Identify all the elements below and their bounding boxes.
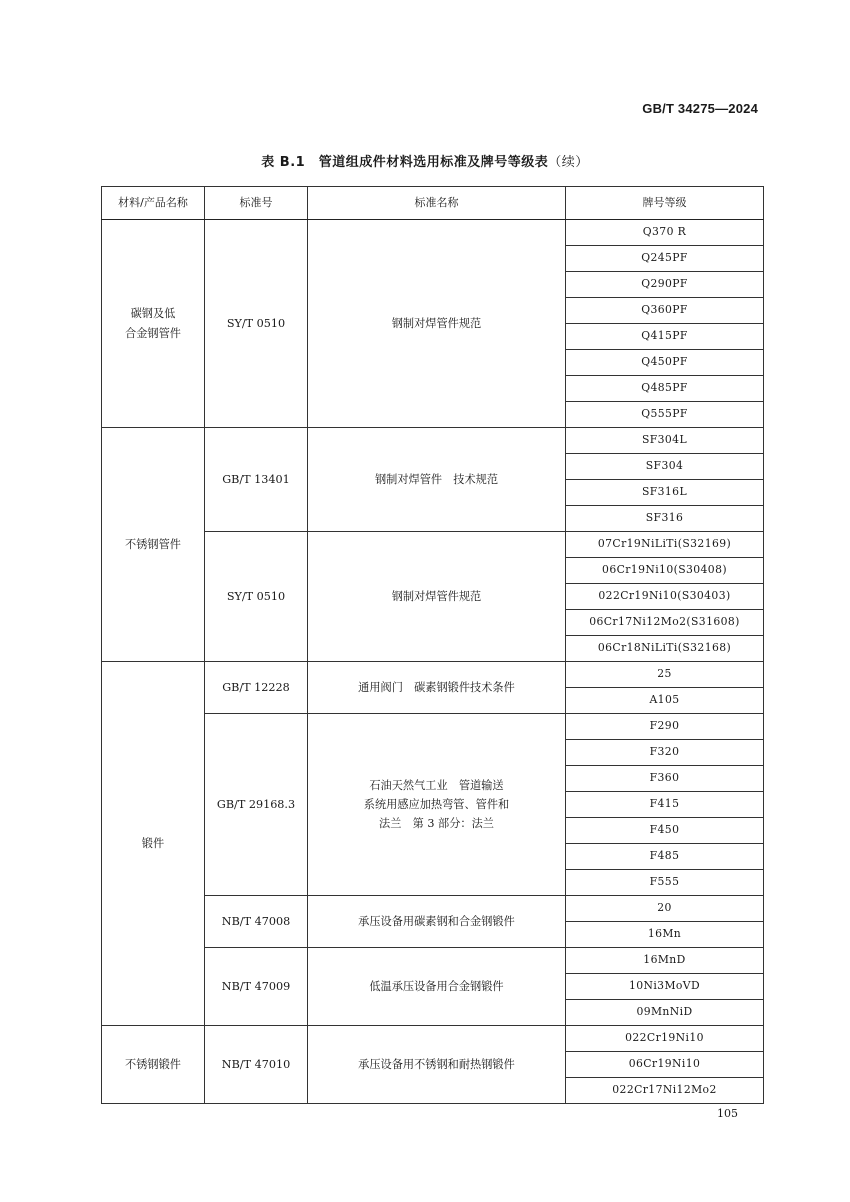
table-title — [0, 151, 850, 170]
grade-cell: 20 — [566, 896, 764, 922]
table-row — [102, 220, 764, 246]
grade-cell: 10Ni3MoVD — [566, 974, 764, 1000]
table-header-row — [102, 187, 764, 220]
standard-name-cell — [308, 948, 566, 1026]
grade-cell: 06Cr17Ni12Mo2(S31608) — [566, 610, 764, 636]
grade-cell: Q360PF — [566, 298, 764, 324]
grade-cell: Q555PF — [566, 402, 764, 428]
grade-cell: 16Mn — [566, 922, 764, 948]
grade-cell: F555 — [566, 870, 764, 896]
standard-name-line: 系统用感应加热弯管、管件和 — [363, 797, 510, 811]
grade-cell: Q485PF — [566, 376, 764, 402]
table-row — [102, 1026, 764, 1052]
standard-code-cell: GB/T 13401 — [205, 428, 308, 532]
grade-cell: Q290PF — [566, 272, 764, 298]
standard-name-cell — [308, 714, 566, 896]
table-row — [102, 662, 764, 688]
grade-cell: F450 — [566, 818, 764, 844]
header-standard-name: 标准名称 — [308, 187, 566, 220]
grade-cell: F360 — [566, 766, 764, 792]
grade-cell: 09MnNiD — [566, 1000, 764, 1026]
grade-cell: 022Cr17Ni12Mo2 — [566, 1078, 764, 1104]
standard-name-line: 低温承压设备用合金钢锻件 — [369, 979, 504, 993]
table-body — [102, 220, 764, 1104]
standard-code-cell: SY/T 0510 — [205, 220, 308, 428]
standard-code-cell: SY/T 0510 — [205, 532, 308, 662]
grade-cell: 06Cr18NiLiTi(S32168) — [566, 636, 764, 662]
standard-name-cell — [308, 532, 566, 662]
standard-name-line: 承压设备用碳素钢和合金钢锻件 — [358, 914, 515, 928]
grade-cell: 06Cr19Ni10 — [566, 1052, 764, 1078]
page-number: 105 — [717, 1107, 738, 1120]
standard-name-line: 钢制对焊管件规范 — [391, 589, 482, 603]
standard-name-cell — [308, 220, 566, 428]
standard-code-cell: NB/T 47009 — [205, 948, 308, 1026]
grade-cell: 07Cr19NiLiTi(S32169) — [566, 532, 764, 558]
grade-cell: F485 — [566, 844, 764, 870]
grade-cell: 022Cr19Ni10 — [566, 1026, 764, 1052]
material-name-line: 合金钢管件 — [125, 326, 181, 340]
standard-name-cell — [308, 1026, 566, 1104]
grade-cell: F290 — [566, 714, 764, 740]
standard-name-cell — [308, 896, 566, 948]
grade-cell: F320 — [566, 740, 764, 766]
standard-name-line: 钢制对焊管件 技术规范 — [374, 472, 499, 486]
standard-name-line: 钢制对焊管件规范 — [391, 316, 482, 330]
standard-name-line: 法兰 第 3 部分：法兰 — [379, 817, 494, 831]
standard-code: GB/T 34275—2024 — [642, 101, 758, 116]
grade-cell: 06Cr19Ni10(S30408) — [566, 558, 764, 584]
standard-name-cell — [308, 428, 566, 532]
header-material-name: 材料/产品名称 — [102, 187, 205, 220]
grade-cell: Q245PF — [566, 246, 764, 272]
table-title-text: 表 B.1 管道组成件材料选用标准及牌号等级表 — [261, 155, 549, 170]
grade-cell: Q450PF — [566, 350, 764, 376]
standard-name-cell — [308, 662, 566, 714]
header-standard-code: 标准号 — [205, 187, 308, 220]
grade-cell: Q370 R — [566, 220, 764, 246]
material-name-line: 锻件 — [141, 836, 165, 850]
standard-code-cell: NB/T 47010 — [205, 1026, 308, 1104]
grade-cell: 022Cr19Ni10(S30403) — [566, 584, 764, 610]
standard-code-cell: NB/T 47008 — [205, 896, 308, 948]
table-title-suffix: （续） — [548, 155, 589, 170]
material-name-cell — [102, 220, 205, 428]
grade-cell: Q415PF — [566, 324, 764, 350]
table-row — [102, 428, 764, 454]
material-name-line: 碳钢及低 — [130, 307, 176, 321]
grade-cell: SF304 — [566, 454, 764, 480]
grade-cell: F415 — [566, 792, 764, 818]
grade-cell: 16MnD — [566, 948, 764, 974]
standard-code-cell: GB/T 29168.3 — [205, 714, 308, 896]
material-name-line: 不锈钢锻件 — [125, 1057, 181, 1071]
grade-cell: SF316 — [566, 506, 764, 532]
material-name-line: 不锈钢管件 — [125, 537, 181, 551]
grade-cell: SF304L — [566, 428, 764, 454]
materials-table — [101, 186, 764, 1104]
standard-code-cell: GB/T 12228 — [205, 662, 308, 714]
material-name-cell — [102, 1026, 205, 1104]
grade-cell: SF316L — [566, 480, 764, 506]
grade-cell: 25 — [566, 662, 764, 688]
header-grade: 牌号等级 — [566, 187, 764, 220]
grade-cell: A105 — [566, 688, 764, 714]
standard-name-line: 承压设备用不锈钢和耐热钢锻件 — [358, 1057, 515, 1071]
standard-name-line: 通用阀门 碳素钢锻件技术条件 — [358, 680, 515, 694]
material-name-cell — [102, 662, 205, 1026]
standard-name-line: 石油天然气工业 管道输送 — [369, 778, 504, 792]
material-name-cell — [102, 428, 205, 662]
